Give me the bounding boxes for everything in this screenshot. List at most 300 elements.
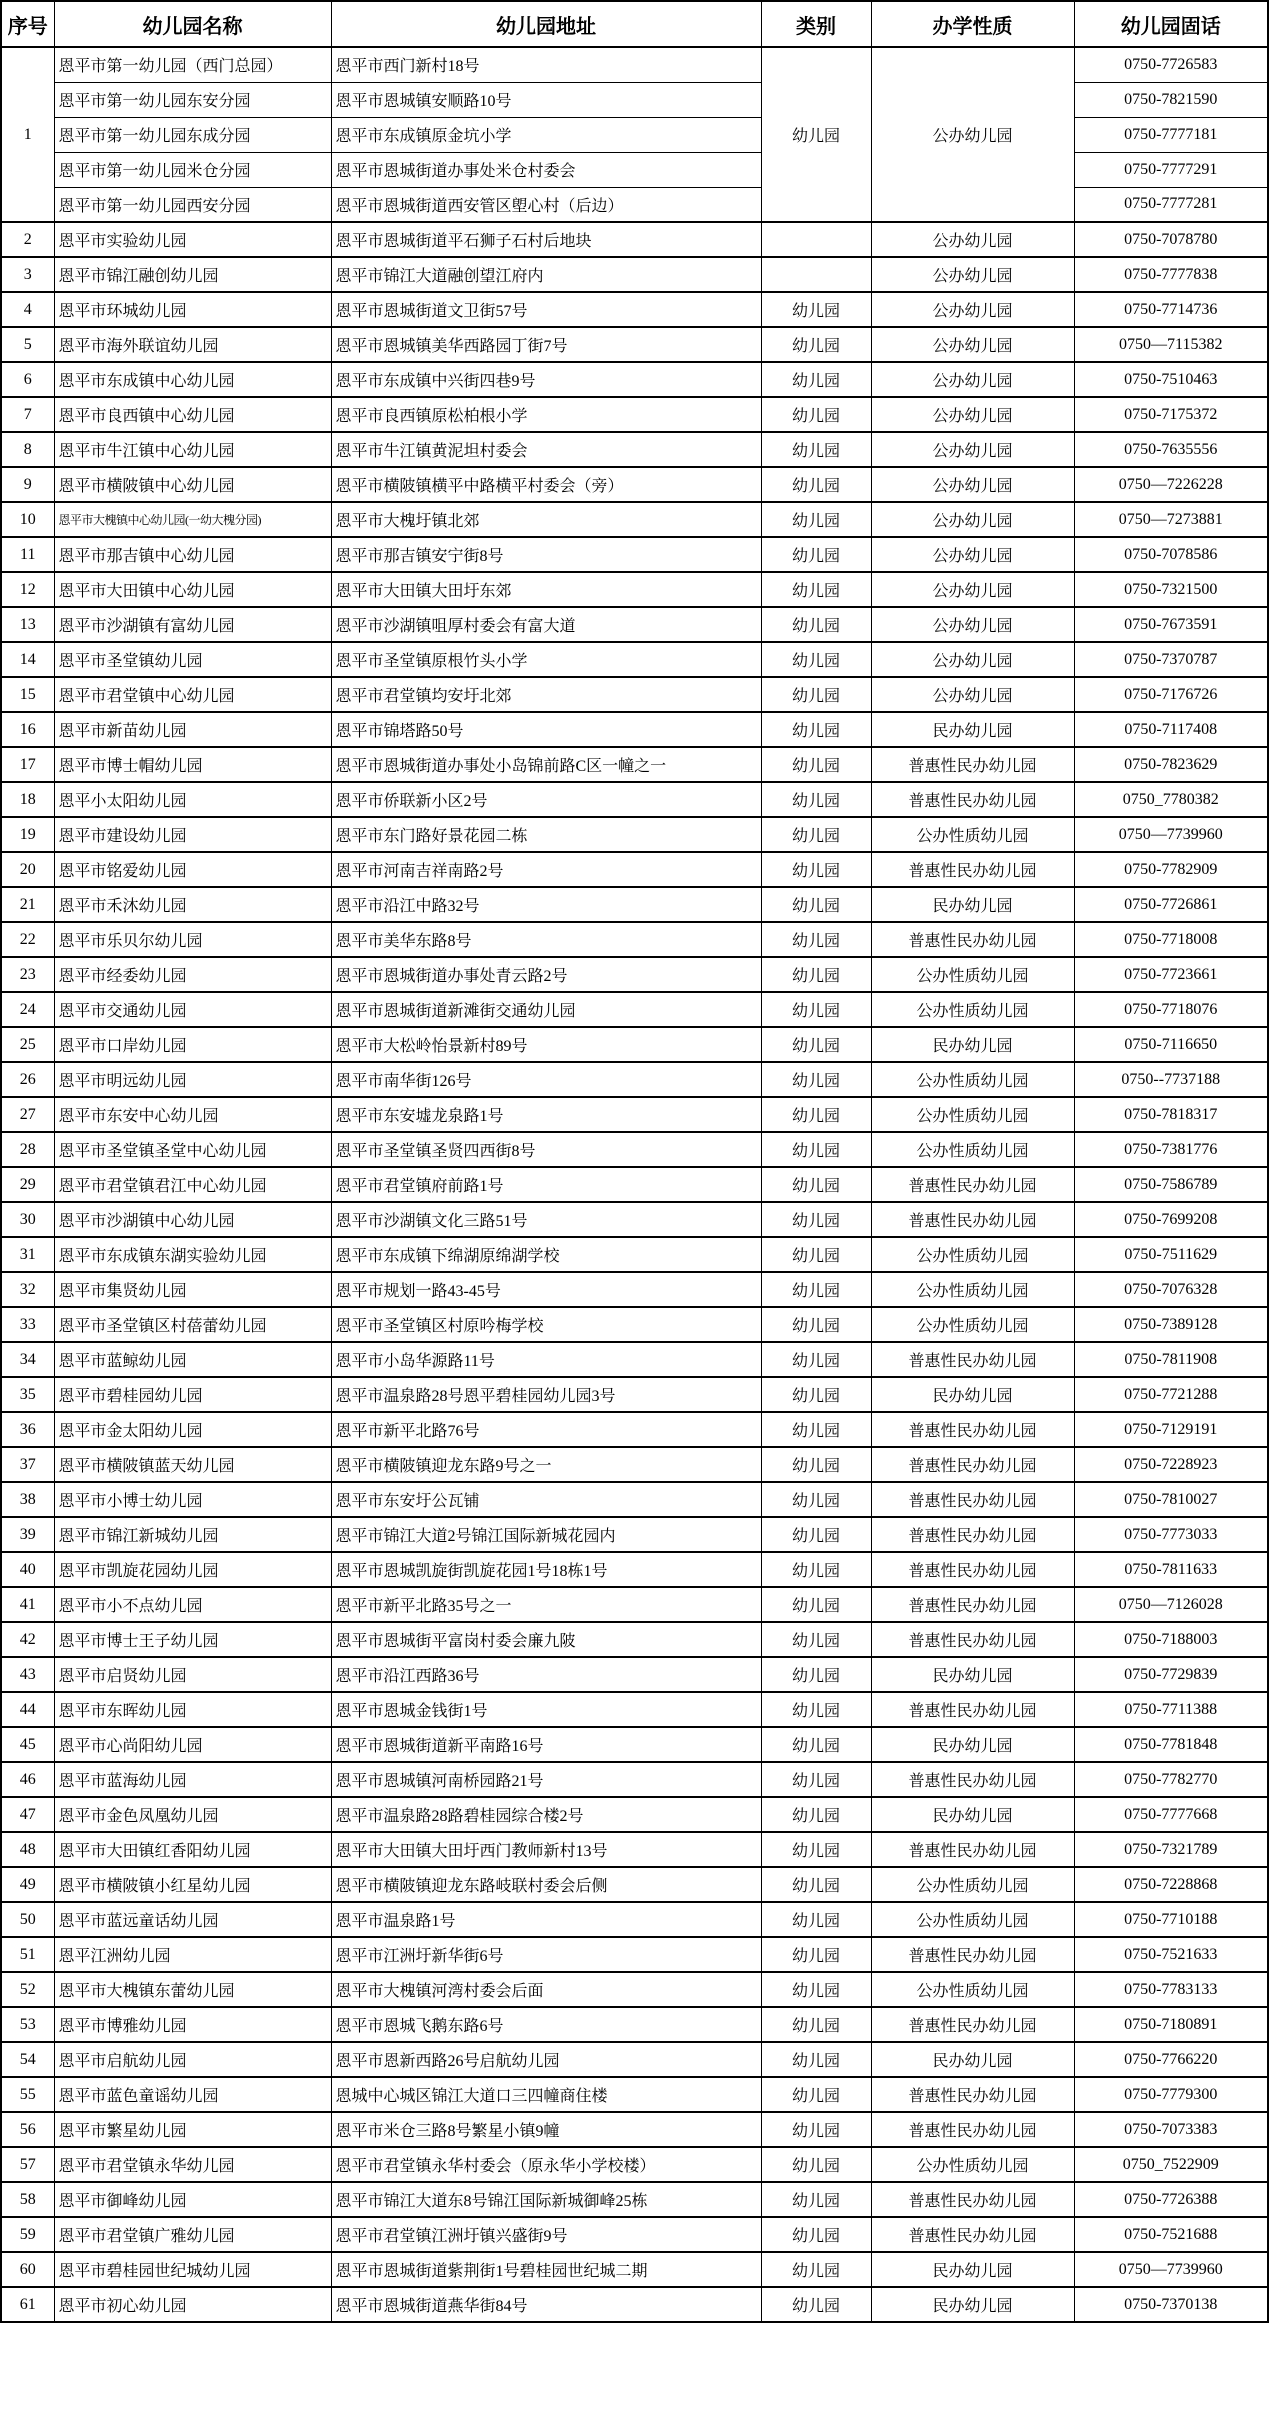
- cell-phone: 0750-7321500: [1074, 572, 1268, 607]
- table-row: [1, 1692, 1268, 1727]
- cell-name: 恩平市实验幼儿园: [54, 222, 331, 257]
- cell-name: 恩平市环城幼儿园: [54, 292, 331, 327]
- cell-name: 恩平市海外联谊幼儿园: [54, 327, 331, 362]
- cell-no: 34: [1, 1342, 54, 1377]
- cell-nature: 民办幼儿园: [871, 2287, 1074, 2322]
- cell-no: 53: [1, 2007, 54, 2042]
- cell-nature: 公办性质幼儿园: [871, 1307, 1074, 1342]
- cell-address: 恩平市恩新西路26号启航幼儿园: [331, 2042, 761, 2077]
- cell-name: 恩平市圣堂镇区村蓓蕾幼儿园: [54, 1307, 331, 1342]
- cell-nature: 普惠性民办幼儿园: [871, 1832, 1074, 1867]
- cell-address: 恩平市沿江西路36号: [331, 1657, 761, 1692]
- cell-address: 恩平市小岛华源路11号: [331, 1342, 761, 1377]
- cell-no: 10: [1, 502, 54, 537]
- cell-address: 恩平市河南吉祥南路2号: [331, 852, 761, 887]
- cell-nature: 公办幼儿园: [871, 327, 1074, 362]
- cell-nature: 普惠性民办幼儿园: [871, 2217, 1074, 2252]
- cell-phone: 0750-7699208: [1074, 1202, 1268, 1237]
- cell-no: 40: [1, 1552, 54, 1587]
- cell-no: 46: [1, 1762, 54, 1797]
- cell-category: 幼儿园: [761, 2252, 871, 2287]
- cell-no: 13: [1, 607, 54, 642]
- table-row: [1, 1727, 1268, 1762]
- cell-category: 幼儿园: [761, 397, 871, 432]
- table-row: [1, 2077, 1268, 2112]
- cell-phone: 0750-7176726: [1074, 677, 1268, 712]
- cell-name: 恩平市大田镇红香阳幼儿园: [54, 1832, 331, 1867]
- cell-nature: 公办幼儿园: [871, 537, 1074, 572]
- cell-nature: 公办幼儿园: [871, 292, 1074, 327]
- cell-phone: 0750-7782909: [1074, 852, 1268, 887]
- cell-name: 恩平市凯旋花园幼儿园: [54, 1552, 331, 1587]
- cell-category: 幼儿园: [761, 1062, 871, 1097]
- table-row: [1, 362, 1268, 397]
- cell-name: 恩平市博雅幼儿园: [54, 2007, 331, 2042]
- cell-phone: 0750-7777281: [1074, 187, 1268, 222]
- table-row: [1, 1902, 1268, 1937]
- cell-address: 恩平市横陂镇横平中路横平村委会（旁）: [331, 467, 761, 502]
- cell-name: 恩平市建设幼儿园: [54, 817, 331, 852]
- cell-category: 幼儿园: [761, 2182, 871, 2217]
- cell-category: 幼儿园: [761, 1727, 871, 1762]
- cell-phone: 0750—7739960: [1074, 817, 1268, 852]
- cell-nature: 民办幼儿园: [871, 1377, 1074, 1412]
- cell-no: 1: [1, 47, 54, 222]
- cell-nature: 普惠性民办幼儿园: [871, 922, 1074, 957]
- table-row: [1, 747, 1268, 782]
- cell-phone: 0750-7726583: [1074, 47, 1268, 82]
- cell-no: 21: [1, 887, 54, 922]
- cell-category: 幼儿园: [761, 747, 871, 782]
- cell-category: 幼儿园: [761, 1552, 871, 1587]
- cell-nature: 公办性质幼儿园: [871, 957, 1074, 992]
- table-row: [1, 1272, 1268, 1307]
- cell-address: 恩平市西门新村18号: [331, 47, 761, 82]
- cell-name: 恩平市启贤幼儿园: [54, 1657, 331, 1692]
- cell-phone: 0750_7522909: [1074, 2147, 1268, 2182]
- cell-no: 24: [1, 992, 54, 1027]
- cell-phone: 0750-7777668: [1074, 1797, 1268, 1832]
- table-row: [1, 257, 1268, 292]
- cell-nature: 公办幼儿园: [871, 607, 1074, 642]
- cell-phone: 0750-7777838: [1074, 257, 1268, 292]
- cell-nature: 普惠性民办幼儿园: [871, 1762, 1074, 1797]
- cell-category: 幼儿园: [761, 1692, 871, 1727]
- cell-category: 幼儿园: [761, 1622, 871, 1657]
- cell-address: 恩平市温泉路28路碧桂园综合楼2号: [331, 1797, 761, 1832]
- cell-nature: 普惠性民办幼儿园: [871, 1202, 1074, 1237]
- cell-no: 51: [1, 1937, 54, 1972]
- cell-address: 恩平市横陂镇迎龙东路9号之一: [331, 1447, 761, 1482]
- table-row: [1, 1867, 1268, 1902]
- cell-name: 恩平市东晖幼儿园: [54, 1692, 331, 1727]
- cell-no: 45: [1, 1727, 54, 1762]
- table-row: [1, 292, 1268, 327]
- cell-phone: 0750-7117408: [1074, 712, 1268, 747]
- cell-category: [761, 257, 871, 292]
- cell-nature: 公办性质幼儿园: [871, 1062, 1074, 1097]
- cell-nature: 普惠性民办幼儿园: [871, 1517, 1074, 1552]
- cell-name: 恩平小太阳幼儿园: [54, 782, 331, 817]
- cell-nature: 普惠性民办幼儿园: [871, 782, 1074, 817]
- cell-no: 15: [1, 677, 54, 712]
- cell-category: 幼儿园: [761, 1377, 871, 1412]
- cell-name: 恩平市君堂镇中心幼儿园: [54, 677, 331, 712]
- cell-category: 幼儿园: [761, 1482, 871, 1517]
- cell-name: 恩平市集贤幼儿园: [54, 1272, 331, 1307]
- cell-address: 恩平市沙湖镇咀厚村委会有富大道: [331, 607, 761, 642]
- cell-no: 35: [1, 1377, 54, 1412]
- cell-address: 恩平市那吉镇安宁街8号: [331, 537, 761, 572]
- cell-phone: 0750-7381776: [1074, 1132, 1268, 1167]
- col-header-address: 幼儿园地址: [331, 1, 761, 47]
- cell-phone: 0750-7714736: [1074, 292, 1268, 327]
- cell-name: 恩平市东成镇东湖实验幼儿园: [54, 1237, 331, 1272]
- cell-address: 恩平市东成镇下绵湖原绵湖学校: [331, 1237, 761, 1272]
- cell-phone: 0750—7739960: [1074, 2252, 1268, 2287]
- cell-phone: 0750-7766220: [1074, 2042, 1268, 2077]
- cell-category: 幼儿园: [761, 1762, 871, 1797]
- cell-no: 31: [1, 1237, 54, 1272]
- cell-address: 恩平市锦塔路50号: [331, 712, 761, 747]
- cell-name: 恩平市牛江镇中心幼儿园: [54, 432, 331, 467]
- cell-no: 6: [1, 362, 54, 397]
- cell-address: 恩平市米仓三路8号繁星小镇9幢: [331, 2112, 761, 2147]
- cell-nature: 公办性质幼儿园: [871, 1867, 1074, 1902]
- cell-phone: 0750-7818317: [1074, 1097, 1268, 1132]
- cell-name: 恩平市良西镇中心幼儿园: [54, 397, 331, 432]
- cell-nature: 普惠性民办幼儿园: [871, 1622, 1074, 1657]
- cell-nature: 公办性质幼儿园: [871, 1237, 1074, 1272]
- cell-nature: 普惠性民办幼儿园: [871, 747, 1074, 782]
- cell-name: 恩平市锦江新城幼儿园: [54, 1517, 331, 1552]
- cell-address: 恩平市大田镇大田圩西门教师新村13号: [331, 1832, 761, 1867]
- cell-phone: 0750-7811908: [1074, 1342, 1268, 1377]
- cell-category: 幼儿园: [761, 1412, 871, 1447]
- table-row: [1, 782, 1268, 817]
- cell-category: 幼儿园: [761, 572, 871, 607]
- cell-nature: 公办性质幼儿园: [871, 1972, 1074, 2007]
- cell-nature: 公办幼儿园: [871, 432, 1074, 467]
- cell-phone: 0750-7723661: [1074, 957, 1268, 992]
- cell-nature: 普惠性民办幼儿园: [871, 852, 1074, 887]
- cell-no: 9: [1, 467, 54, 502]
- cell-category: 幼儿园: [761, 1307, 871, 1342]
- cell-address: 恩平市锦江大道2号锦江国际新城花园内: [331, 1517, 761, 1552]
- cell-phone: 0750-7726388: [1074, 2182, 1268, 2217]
- cell-no: 7: [1, 397, 54, 432]
- cell-nature: 普惠性民办幼儿园: [871, 2182, 1074, 2217]
- cell-phone: 0750-7586789: [1074, 1167, 1268, 1202]
- cell-no: 11: [1, 537, 54, 572]
- cell-address: 恩平市东成镇原金坑小学: [331, 117, 761, 152]
- cell-no: 17: [1, 747, 54, 782]
- table-row: [1, 852, 1268, 887]
- cell-address: 恩平市沿江中路32号: [331, 887, 761, 922]
- cell-nature: 普惠性民办幼儿园: [871, 1937, 1074, 1972]
- cell-name: 恩平市君堂镇永华幼儿园: [54, 2147, 331, 2182]
- cell-address: 恩平市温泉路28号恩平碧桂园幼儿园3号: [331, 1377, 761, 1412]
- cell-address: 恩平市锦江大道东8号锦江国际新城御峰25栋: [331, 2182, 761, 2217]
- cell-nature: 公办幼儿园: [871, 257, 1074, 292]
- cell-nature: 公办幼儿园: [871, 47, 1074, 222]
- cell-name: 恩平市蓝海幼儿园: [54, 1762, 331, 1797]
- table-row: [1, 1797, 1268, 1832]
- cell-address: 恩平市东成镇中兴街四巷9号: [331, 362, 761, 397]
- cell-phone: 0750—7226228: [1074, 467, 1268, 502]
- table-row: [1, 1377, 1268, 1412]
- table-row: [1, 1972, 1268, 2007]
- cell-category: 幼儿园: [761, 642, 871, 677]
- cell-address: 恩平市恩城凯旋街凯旋花园1号18栋1号: [331, 1552, 761, 1587]
- cell-phone: 0750-7511629: [1074, 1237, 1268, 1272]
- cell-no: 57: [1, 2147, 54, 2182]
- cell-category: 幼儿园: [761, 432, 871, 467]
- cell-nature: 公办性质幼儿园: [871, 1132, 1074, 1167]
- cell-name: 恩平市锦江融创幼儿园: [54, 257, 331, 292]
- cell-name: 恩平市新苗幼儿园: [54, 712, 331, 747]
- table-row: [1, 1027, 1268, 1062]
- table-row: [1, 2042, 1268, 2077]
- cell-category: 幼儿园: [761, 1937, 871, 1972]
- cell-no: 55: [1, 2077, 54, 2112]
- col-header-category: 类别: [761, 1, 871, 47]
- cell-address: 恩平市东门路好景花园二栋: [331, 817, 761, 852]
- cell-no: 16: [1, 712, 54, 747]
- cell-category: 幼儿园: [761, 1587, 871, 1622]
- cell-category: 幼儿园: [761, 327, 871, 362]
- cell-address: 恩平市江洲圩新华街6号: [331, 1937, 761, 1972]
- cell-address: 恩平市横陂镇迎龙东路岐联村委会后侧: [331, 1867, 761, 1902]
- table-row: [1, 1307, 1268, 1342]
- cell-no: 41: [1, 1587, 54, 1622]
- cell-nature: 民办幼儿园: [871, 2252, 1074, 2287]
- cell-no: 43: [1, 1657, 54, 1692]
- cell-category: 幼儿园: [761, 2077, 871, 2112]
- cell-name: 恩平市明远幼儿园: [54, 1062, 331, 1097]
- table-row: [1, 1167, 1268, 1202]
- cell-nature: 普惠性民办幼儿园: [871, 2077, 1074, 2112]
- cell-no: 37: [1, 1447, 54, 1482]
- table-row: [1, 1552, 1268, 1587]
- cell-category: 幼儿园: [761, 1657, 871, 1692]
- col-header-name: 幼儿园名称: [54, 1, 331, 47]
- cell-address: 恩平市温泉路1号: [331, 1902, 761, 1937]
- cell-phone: 0750-7076328: [1074, 1272, 1268, 1307]
- cell-nature: 普惠性民办幼儿园: [871, 1342, 1074, 1377]
- table-row: [1, 432, 1268, 467]
- cell-nature: 普惠性民办幼儿园: [871, 1447, 1074, 1482]
- cell-phone: 0750-7116650: [1074, 1027, 1268, 1062]
- cell-address: 恩平市君堂镇均安圩北郊: [331, 677, 761, 712]
- cell-address: 恩平市圣堂镇圣贤四西街8号: [331, 1132, 761, 1167]
- cell-name: 恩平市第一幼儿园米仓分园: [54, 152, 331, 187]
- cell-no: 8: [1, 432, 54, 467]
- cell-name: 恩平市圣堂镇圣堂中心幼儿园: [54, 1132, 331, 1167]
- cell-name: 恩平市小博士幼儿园: [54, 1482, 331, 1517]
- table-row: [1, 2287, 1268, 2322]
- table-row: [1, 1587, 1268, 1622]
- cell-name: 恩平市铭爱幼儿园: [54, 852, 331, 887]
- cell-no: 30: [1, 1202, 54, 1237]
- cell-no: 3: [1, 257, 54, 292]
- cell-no: 42: [1, 1622, 54, 1657]
- table-row: [1, 82, 1268, 117]
- table-row: [1, 2217, 1268, 2252]
- cell-no: 18: [1, 782, 54, 817]
- table-row: [1, 397, 1268, 432]
- cell-address: 恩平市君堂镇府前路1号: [331, 1167, 761, 1202]
- cell-address: 恩平市恩城街道新平南路16号: [331, 1727, 761, 1762]
- cell-category: 幼儿园: [761, 1097, 871, 1132]
- cell-phone: 0750-7718076: [1074, 992, 1268, 1027]
- table-row: [1, 922, 1268, 957]
- cell-address: 恩平市侨联新小区2号: [331, 782, 761, 817]
- cell-no: 27: [1, 1097, 54, 1132]
- table-row: [1, 2112, 1268, 2147]
- cell-name: 恩平市第一幼儿园东安分园: [54, 82, 331, 117]
- table-row: [1, 677, 1268, 712]
- cell-name: 恩平市第一幼儿园东成分园: [54, 117, 331, 152]
- cell-address: 恩平市大松岭怡景新村89号: [331, 1027, 761, 1062]
- cell-address: 恩平市东安圩公瓦铺: [331, 1482, 761, 1517]
- cell-name: 恩平市金太阳幼儿园: [54, 1412, 331, 1447]
- cell-address: 恩平市恩城街道办事处青云路2号: [331, 957, 761, 992]
- cell-category: 幼儿园: [761, 2112, 871, 2147]
- cell-address: 恩平市美华东路8号: [331, 922, 761, 957]
- cell-nature: 民办幼儿园: [871, 1797, 1074, 1832]
- table-row: [1, 1622, 1268, 1657]
- cell-category: 幼儿园: [761, 1447, 871, 1482]
- cell-name: 恩平市大槐镇东蕾幼儿园: [54, 1972, 331, 2007]
- cell-no: 25: [1, 1027, 54, 1062]
- cell-nature: 普惠性民办幼儿园: [871, 1552, 1074, 1587]
- cell-name: 恩平市横陂镇蓝天幼儿园: [54, 1447, 331, 1482]
- cell-address: 恩平市恩城街道文卫街57号: [331, 292, 761, 327]
- cell-address: 恩平市沙湖镇文化三路51号: [331, 1202, 761, 1237]
- cell-address: 恩平市恩城镇河南桥园路21号: [331, 1762, 761, 1797]
- cell-category: 幼儿园: [761, 992, 871, 1027]
- cell-category: 幼儿园: [761, 292, 871, 327]
- cell-name: 恩平市横陂镇小红星幼儿园: [54, 1867, 331, 1902]
- cell-address: 恩平市良西镇原松柏根小学: [331, 397, 761, 432]
- cell-category: 幼儿园: [761, 1517, 871, 1552]
- cell-no: 52: [1, 1972, 54, 2007]
- cell-category: 幼儿园: [761, 1832, 871, 1867]
- cell-phone: 0750-7078780: [1074, 222, 1268, 257]
- cell-no: 44: [1, 1692, 54, 1727]
- table-row: [1, 642, 1268, 677]
- cell-nature: 民办幼儿园: [871, 1657, 1074, 1692]
- cell-name: 恩平市大田镇中心幼儿园: [54, 572, 331, 607]
- table-row: [1, 1517, 1268, 1552]
- cell-address: 恩平市新平北路35号之一: [331, 1587, 761, 1622]
- table-row: [1, 2147, 1268, 2182]
- cell-nature: 公办幼儿园: [871, 397, 1074, 432]
- cell-phone: 0750-7521688: [1074, 2217, 1268, 2252]
- cell-name: 恩平市繁星幼儿园: [54, 2112, 331, 2147]
- cell-category: 幼儿园: [761, 1202, 871, 1237]
- cell-name: 恩平市蓝远童话幼儿园: [54, 1902, 331, 1937]
- cell-phone: 0750-7823629: [1074, 747, 1268, 782]
- cell-name: 恩平市乐贝尔幼儿园: [54, 922, 331, 957]
- cell-address: 恩平市恩城街道西安管区塱心村（后边）: [331, 187, 761, 222]
- cell-name: 恩平市沙湖镇中心幼儿园: [54, 1202, 331, 1237]
- cell-phone: 0750-7188003: [1074, 1622, 1268, 1657]
- cell-address: 恩平市恩城金钱街1号: [331, 1692, 761, 1727]
- cell-phone: 0750-7078586: [1074, 537, 1268, 572]
- cell-nature: 公办幼儿园: [871, 572, 1074, 607]
- cell-phone: 0750-7635556: [1074, 432, 1268, 467]
- cell-phone: 0750-7711388: [1074, 1692, 1268, 1727]
- table-row: [1, 1832, 1268, 1867]
- cell-category: 幼儿园: [761, 362, 871, 397]
- cell-phone: 0750-7228923: [1074, 1447, 1268, 1482]
- cell-nature: 民办幼儿园: [871, 2042, 1074, 2077]
- table-row: [1, 1097, 1268, 1132]
- cell-phone: 0750-7718008: [1074, 922, 1268, 957]
- cell-address: 恩城中心城区锦江大道口三四幢商住楼: [331, 2077, 761, 2112]
- cell-address: 恩平市君堂镇江洲圩镇兴盛街9号: [331, 2217, 761, 2252]
- cell-no: 36: [1, 1412, 54, 1447]
- cell-phone: 0750-7673591: [1074, 607, 1268, 642]
- cell-address: 恩平市恩城镇安顺路10号: [331, 82, 761, 117]
- cell-no: 39: [1, 1517, 54, 1552]
- cell-phone: 0750-7777291: [1074, 152, 1268, 187]
- cell-phone: 0750-7783133: [1074, 1972, 1268, 2007]
- cell-address: 恩平市君堂镇永华村委会（原永华小学校楼）: [331, 2147, 761, 2182]
- cell-category: 幼儿园: [761, 1342, 871, 1377]
- cell-phone: 0750-7811633: [1074, 1552, 1268, 1587]
- cell-phone: 0750-7781848: [1074, 1727, 1268, 1762]
- cell-nature: 公办性质幼儿园: [871, 1902, 1074, 1937]
- cell-category: 幼儿园: [761, 782, 871, 817]
- cell-name: 恩平市沙湖镇有富幼儿园: [54, 607, 331, 642]
- cell-no: 32: [1, 1272, 54, 1307]
- cell-name: 恩平市大槐镇中心幼儿园(一幼大槐分园): [54, 502, 331, 537]
- table-row: [1, 47, 1268, 82]
- cell-name: 恩平市初心幼儿园: [54, 2287, 331, 2322]
- cell-category: 幼儿园: [761, 502, 871, 537]
- cell-name: 恩平市那吉镇中心幼儿园: [54, 537, 331, 572]
- cell-nature: 民办幼儿园: [871, 1727, 1074, 1762]
- cell-nature: 民办幼儿园: [871, 1027, 1074, 1062]
- table-row: [1, 1412, 1268, 1447]
- cell-name: 恩平市蓝色童谣幼儿园: [54, 2077, 331, 2112]
- cell-category: 幼儿园: [761, 2007, 871, 2042]
- table-row: [1, 187, 1268, 222]
- cell-name: 恩平市横陂镇中心幼儿园: [54, 467, 331, 502]
- cell-category: 幼儿园: [761, 922, 871, 957]
- table-row: [1, 957, 1268, 992]
- cell-phone: 0750-7321789: [1074, 1832, 1268, 1867]
- cell-phone: 0750—7115382: [1074, 327, 1268, 362]
- cell-category: 幼儿园: [761, 712, 871, 747]
- cell-address: 恩平市东安墟龙泉路1号: [331, 1097, 761, 1132]
- cell-address: 恩平市南华街126号: [331, 1062, 761, 1097]
- cell-name: 恩平市博士王子幼儿园: [54, 1622, 331, 1657]
- cell-nature: 民办幼儿园: [871, 887, 1074, 922]
- cell-name: 恩平市君堂镇君江中心幼儿园: [54, 1167, 331, 1202]
- cell-address: 恩平市恩城飞鹅东路6号: [331, 2007, 761, 2042]
- cell-address: 恩平市锦江大道融创望江府内: [331, 257, 761, 292]
- cell-address: 恩平市恩城街道燕华街84号: [331, 2287, 761, 2322]
- cell-no: 28: [1, 1132, 54, 1167]
- cell-nature: 普惠性民办幼儿园: [871, 1692, 1074, 1727]
- cell-category: 幼儿园: [761, 1867, 871, 1902]
- cell-no: 60: [1, 2252, 54, 2287]
- cell-address: 恩平市恩城街道紫荆街1号碧桂园世纪城二期: [331, 2252, 761, 2287]
